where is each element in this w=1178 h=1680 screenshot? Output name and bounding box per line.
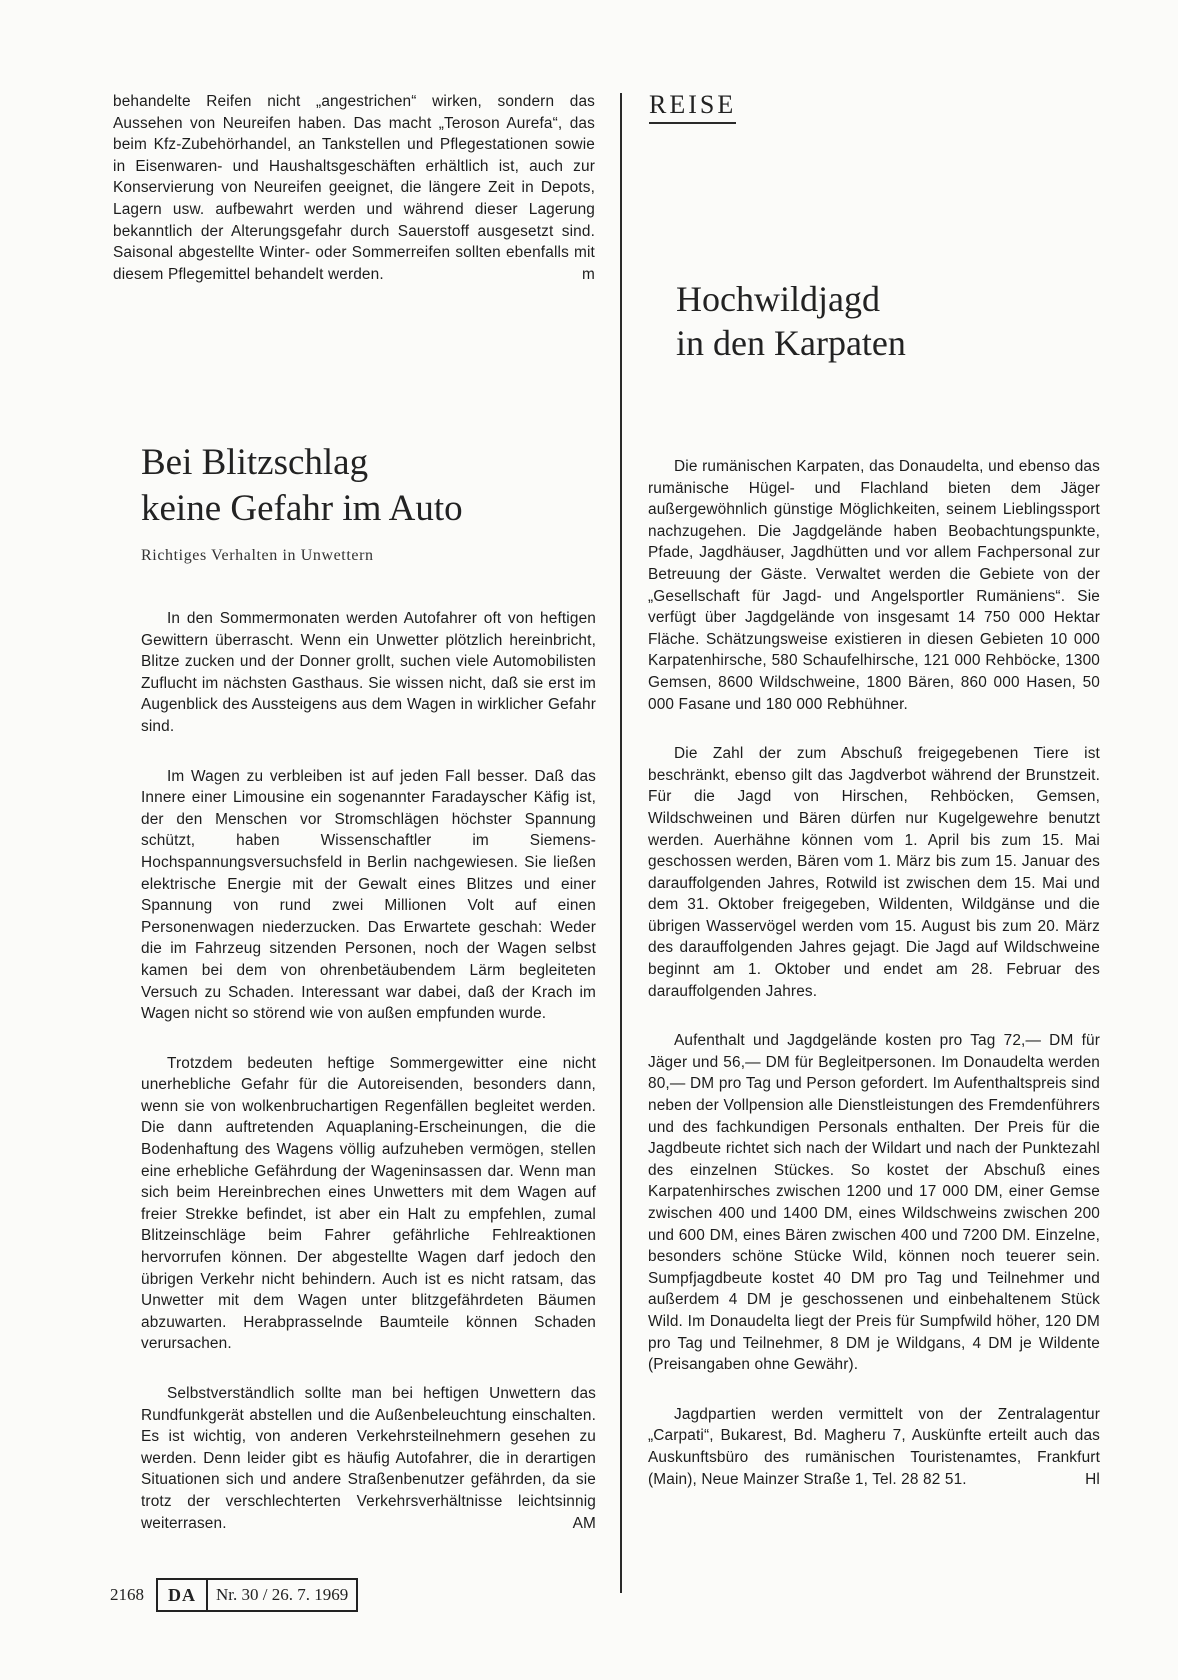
- issue-info: Nr. 30 / 26. 7. 1969: [216, 1585, 349, 1604]
- paragraph: Selbstverständlich sollte man bei heftigen Unwettern das Rundfunkgerät abstellen und die Außenbeleuchtung einschalten. Es ist wichtig, von anderen Verkehrsteilnehmern gesehen zu werden. Denn leider gibt es häufig Autofahrer, die in derartigen Situationen sich und andere Straßenbenutzer gefährden, da sie trotz der verschlechterten Verkehrsverhältnisse leichtsinnig weiterrasen. AM: [141, 1383, 596, 1534]
- paragraph: Aufenthalt und Jagdgelände kosten pro Tag 72,— DM für Jäger und 56,— DM für Begleitpersonen. Im Donaudelta werden 80,— DM pro Tag und Person gefordert. Im Aufenthaltspreis sind neben der Vollpension alle Dienstleistungen des Fremdenführers und des fachkundigen Personals enthalten. Der Preis für die Jagdbeute richtet sich nach der Wildart und nach der Punktezahl des einzelnen Stückes. So kostet der Abschuß eines Karpatenhirsches zwischen 1200 und 17 000 DM, einer Gemse zwischen 400 und 1400 DM, eines Wildschweins zwischen 200 und 600 DM, eines Bären zwischen 400 und 7200 DM. Einzelne, besonders schöne Stücke Wild, können noch teuerer sein. Sumpfjagdbeute kostet 40 DM pro Tag und Teilnehmer und außerdem 4 DM je geschossenen und einbehaltenem Stück Wild. Im Donaudelta liegt der Preis für Sumpfwild höher, 120 DM pro Tag und Teilnehmer, 8 DM je Wildgans, 4 DM je Wildente (Preisangaben ohne Gewähr).: [648, 1032, 1100, 1374]
- paragraph: Trotzdem bedeuten heftige Sommergewitter eine nicht unerhebliche Gefahr für die Autoreisenden, besonders dann, wenn sie von wolkenbruchartigen Regenfällen begleitet werden. Die dann auftretenden Aquaplaning-Erscheinungen, die die Bodenhaftung des Wagens völlig aufzuheben vermögen, stellen eine erhebliche Gefährdung der Wageninsassen dar. Wenn man sich beim Hereinbrechen eines Unwetters mit dem Wagen auf freier Strekke befindet, ist aber ein Halt zu empfehlen, zumal Blitzeinschläge beim Fahrer gefährliche Fehlreaktionen hervorrufen können. Der abgestellte Wagen darf jedoch den übrigen Verkehr nicht behindern. Auch ist es nicht ratsam, das Unwetter mit dem Wagen unter blitzgefährdeten Bäumen abzuwarten. Herabprasselnde Baumteile können Schaden verursachen.: [141, 1054, 596, 1353]
- article-headline-blitzschlag: [141, 440, 596, 532]
- masthead-box: [156, 1578, 358, 1612]
- paragraph: Die rumänischen Karpaten, das Donaudelta, und ebenso das rumänische Hügel- und Flachland bieten dem Jäger außergewöhnlich günstige Möglichkeiten, seinem Lieblingssport nachzugehen. Die Jagdgelände haben Beobachtungspunkte, Pfade, Jagdhäuser, Jagdhütten und vor allem Fachpersonal zur Betreuung der Gäste. Verwaltet werden die Gebiete von der „Gesellschaft für Jagd- und Angelsportler Rumäniens“. Sie verfügt über Jagdgelände von insgesamt 14 750 000 Hektar Fläche. Schätzungsweise existieren in diesen Gebieten 10 000 Karpatenhirsche, 580 Schaufelhirsche, 121 000 Rehböcke, 1300 Gemsen, 8600 Wildschweine, 1800 Bären, 860 000 Hasen, 50 000 Fasane und 180 000 Rebhühner.: [648, 458, 1100, 713]
- column-divider: [620, 93, 622, 1593]
- left-article-body: [141, 608, 596, 1534]
- article-headline-karpaten: [676, 277, 1116, 365]
- author-initial: m: [582, 265, 595, 283]
- paragraph: behandelte Reifen nicht „angestrichen“ wirken, sondern das Aussehen von Neureifen haben. Das macht „Teroson Aurefa“, das beim Kfz-Zubehörhandel, an Tankstellen und Pflegestationen sowie in Eisenwaren- und Haushaltsgeschäften erhältlich ist, auch zur Konservierung von Neureifen geeignet, die längere Zeit in Depots, Lagern usw. aufbewahrt werden und während dieser Lagerung bekanntlich der Alterungsgefahr durch Sauerstoff ausgesetzt sind. Saisonal abgestellte Winter- oder Sommerreifen sollten ebenfalls mit diesem Pflegemittel behandelt werden. m: [113, 91, 595, 285]
- headline-line: Hochwildjagd: [676, 279, 880, 319]
- right-article-body: [648, 456, 1100, 1490]
- left-column-top: [113, 91, 595, 285]
- paragraph: Die Zahl der zum Abschuß freigegebenen Tiere ist beschränkt, ebenso gilt das Jagdverbot während der Brunstzeit. Für die Jagd von Hirschen, Rehböcken, Gemsen, Wildschweinen und Bären dürfen nur Kugelgewehre benutzt werden. Auerhähne können vom 1. April bis zum 15. Mai geschossen werden, Bären vom 1. März bis zum 15. Januar des darauffolgenden Jahres, Rotwild ist zwischen dem 15. Mai und dem 31. Oktober freigegeben, Wildenten, Wildgänse und die übrigen Wasservögel werden vom 15. August bis zum 20. März des darauffolgenden Jahres gejagt. Die Jagd auf Wildschweine beginnt am 1. Oktober und endet am 28. Februar des darauffolgenden Jahres.: [648, 745, 1100, 1000]
- page-footer: [110, 1578, 358, 1612]
- paragraph: Im Wagen zu verbleiben ist auf jeden Fall besser. Daß das Innere einer Limousine ein sogenannter Faradayscher Käfig ist, der den Menschen vor Stromschlägen höchster Spannung schützt, haben Wissenschaftler im Siemens-Hochspannungsversuchsfeld in Berlin nachgewiesen. Sie ließen elektrische Energie mit der Gewalt eines Blitzes und einer Spannung von rund zwei Millionen Volt auf einen Personenwagen niederzucken. Das Erwartete geschah: Weder die im Fahrzeug sitzenden Personen, noch der Wagen selbst kamen bei dem von ohrenbetäubendem Lärm begleiteten Versuch zu Schaden. Interessant war dabei, daß der Krach im Wagen nicht so störend wie von außen empfunden wurde.: [141, 767, 596, 1023]
- article-subtitle: Richtiges Verhalten in Unwettern: [141, 547, 374, 564]
- author-initials: Hl: [1085, 1470, 1100, 1488]
- headline-line: in den Karpaten: [676, 323, 906, 363]
- publication-logo: DA: [158, 1580, 208, 1610]
- headline-line: keine Gefahr im Auto: [141, 488, 463, 529]
- paragraph: Jagdpartien werden vermittelt von der Zentralagentur „Carpati“, Bukarest, Bd. Magheru 7, Auskünfte erteilt auch das Auskunftsbüro des rumänischen Touristenamtes, Frankfurt (Main), Neue Mainzer Straße 1, Tel. 28 82 51. Hl: [648, 1404, 1100, 1490]
- section-label: REISE: [649, 90, 736, 124]
- headline-line: Bei Blitzschlag: [141, 442, 369, 483]
- page-number: 2168: [110, 1585, 144, 1604]
- author-initials: AM: [572, 1514, 596, 1532]
- paragraph: In den Sommermonaten werden Autofahrer oft von heftigen Gewittern überrascht. Wenn ein Unwetter plötzlich hereinbricht, Blitze zucken und der Donner grollt, suchen viele Automobilisten Zuflucht im nächsten Gasthaus. Sie wissen nicht, daß sie erst im Augenblick des Aussteigens aus dem Wagen in wirklicher Gefahr sind.: [141, 610, 596, 735]
